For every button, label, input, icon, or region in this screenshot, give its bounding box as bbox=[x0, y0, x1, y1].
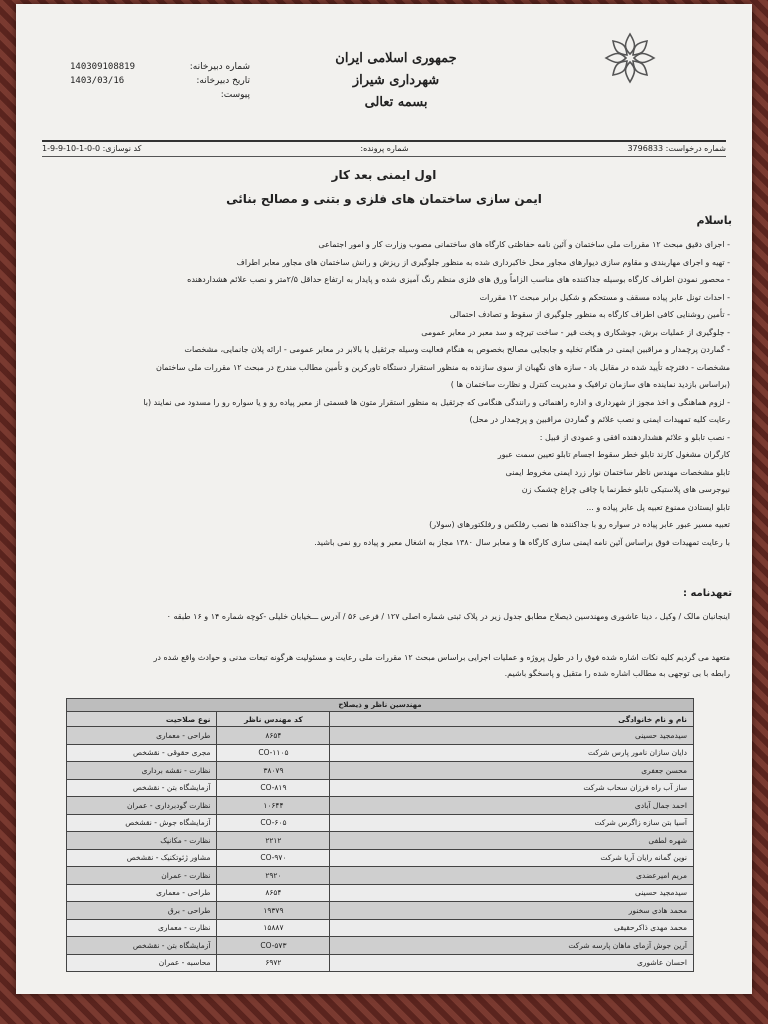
code-cell: CO-۶۰۵ bbox=[217, 814, 330, 832]
code-cell: ۸۶۵۴ bbox=[217, 727, 330, 745]
qualification-cell: طراحی - معماری bbox=[67, 884, 217, 902]
code-cell: ۱۵۸۸۷ bbox=[217, 919, 330, 937]
document-title: ایمن سازی ساختمان های فلزی و بتنی و مصالح بنائی bbox=[226, 192, 542, 206]
name-cell: احمد جمال آبادی bbox=[330, 797, 694, 815]
table-row bbox=[67, 902, 694, 920]
code-cell: ۱۹۳۷۹ bbox=[217, 902, 330, 920]
body-line: تعبیه مسیر عبور عابر پیاده در سواره رو با جداکننده ها نصب رفلکس و رفلکتورهای (سولار) bbox=[429, 520, 730, 529]
table-row bbox=[67, 779, 694, 797]
body-line: - نصب تابلو و علائم هشداردهنده افقی و عمودی از قبیل : bbox=[539, 432, 730, 442]
code-cell: ۶۹۷۲ bbox=[217, 954, 330, 972]
organization-name: شهرداری شیراز bbox=[352, 73, 440, 88]
header-divider bbox=[42, 140, 726, 142]
body-line: تابلو ایستادن ممنوع تعبیه پل عابر پیاده و ... bbox=[586, 502, 730, 512]
build-code: 1-9-9-10-1-0-0 bbox=[42, 144, 101, 153]
table-row bbox=[67, 797, 694, 815]
request-no: 3796833 bbox=[627, 144, 664, 153]
column-header: کد مهندس ناظر bbox=[217, 712, 330, 727]
letterhead bbox=[286, 48, 506, 114]
qualification-cell: نظارت - مکانیک bbox=[67, 832, 217, 850]
column-header: نوع صلاحیت bbox=[67, 712, 217, 727]
name-cell: شهره لطفی bbox=[330, 832, 694, 850]
table-row bbox=[67, 832, 694, 850]
code-cell: CO-۸۱۹ bbox=[217, 779, 330, 797]
request-no-label: شماره درخواست: bbox=[665, 144, 726, 153]
secretariat-no-label: شماره دبیرخانه: bbox=[189, 62, 250, 72]
code-cell: ۲۲۱۲ bbox=[217, 832, 330, 850]
body-line: نیوجرسی های پلاستیکی تابلو خطرنما یا چاقی چراغ چشمک زن bbox=[521, 485, 730, 494]
table-row bbox=[67, 867, 694, 885]
body-line: - تهیه و اجرای مهاربندی و مقاوم سازی دیوارهای مجاور محل خاکبرداری شده به منظور جلوگیری از ریزش و رانش ساختمان های مجاور معابر اطراف bbox=[236, 257, 730, 267]
qualification-cell: نظارت - عمران bbox=[67, 867, 217, 885]
build-code-label: کد نوسازی: bbox=[102, 144, 142, 153]
body-line: کارگران مشغول کارند تابلو خطر سقوط اجسام تابلو تعیین سمت عبور bbox=[497, 450, 730, 459]
body-line: - محصور نمودن اطراف کارگاه بوسیله جداکننده های مناسب الزاماً ورق های فلزی منظم رنگ آمیزی شده و پایدار به ارتفاع حداقل ۲/۵متر و نصب علائم هشداردهنده bbox=[187, 275, 730, 284]
file-no-label: شماره پرونده: bbox=[360, 144, 409, 153]
table-row bbox=[67, 849, 694, 867]
commitment-line: رابطه با بی توجهی به مطالب اشاره شده را متقبل و پاسخگو باشیم. bbox=[504, 669, 730, 678]
secretariat-date: 1403/03/16 bbox=[70, 76, 125, 86]
body-line: - تأمین روشنایی کافی اطراف کارگاه به منظور جلوگیری از سقوط و تصادف احتمالی bbox=[449, 310, 730, 319]
table-row bbox=[67, 762, 694, 780]
name-cell: محمد هادی سخنور bbox=[330, 902, 694, 920]
qualification-cell: آزمایشگاه بتن - نقشخص bbox=[67, 937, 217, 955]
slogan-title: اول ایمنی بعد کار bbox=[331, 168, 437, 182]
qualification-cell: طراحی - معماری bbox=[67, 727, 217, 745]
country-name: جمهوری اسلامی ایران bbox=[335, 51, 457, 66]
shiraz-municipality-logo-icon bbox=[602, 30, 658, 86]
commitment-line: متعهد می گردیم کلیه نکات اشاره شده فوق را در طول پروژه و عملیات اجرایی براساس مبحث ۱۲ مقررات ملی رعایت و مسئولیت هرگونه تبعات مدنی و حوادث واقع شده در bbox=[153, 653, 730, 662]
secretariat-date-label: تاریخ دبیرخانه: bbox=[196, 76, 250, 86]
name-cell: آسیا بتن سازه زاگرس شرکت bbox=[330, 814, 694, 832]
qualification-cell: نظارت - معماری bbox=[67, 919, 217, 937]
greeting: باسلام bbox=[696, 214, 732, 227]
code-cell: CO-۵۷۳ bbox=[217, 937, 330, 955]
body-line: - گماردن پرچمدار و مراقبین ایمنی در هنگام تخلیه و جابجایی مصالح بخصوص به هنگام فعالیت وسیله جرثقیل یا بالابر در معابر عمومی - ارائه پلان جانمایی، مشخصات bbox=[184, 345, 730, 354]
table-row bbox=[67, 884, 694, 902]
qualification-cell: نظارت گودبرداری - عمران bbox=[67, 797, 217, 815]
name-cell: سیدمجید حسینی bbox=[330, 884, 694, 902]
code-cell: CO-۹۷۰ bbox=[217, 849, 330, 867]
name-cell: محمد مهدی ذاکرحقیقی bbox=[330, 919, 694, 937]
name-cell: دایان سازان نامور پارس شرکت bbox=[330, 744, 694, 762]
table-row bbox=[67, 814, 694, 832]
qualification-cell: محاسبه - عمران bbox=[67, 954, 217, 972]
reference-divider bbox=[42, 156, 726, 157]
code-cell: ۱۰۶۴۴ bbox=[217, 797, 330, 815]
secretariat-info bbox=[70, 60, 250, 102]
secretariat-no: 140309108819 bbox=[70, 62, 136, 72]
qualification-cell: طراحی - برق bbox=[67, 902, 217, 920]
body-line: - لزوم هماهنگی و اخذ مجوز از شهرداری و اداره راهنمائی و رانندگی هنگامی که جرثقیل به منظور استقرار متون ها قسمتی از معبر پیاده رو و یا سواره رو را مسدود می نمایند (با bbox=[143, 397, 730, 407]
name-cell: ساز آب راه فرزان سحاب شرکت bbox=[330, 779, 694, 797]
table-row bbox=[67, 744, 694, 762]
engineers-table bbox=[66, 698, 694, 972]
body-line: - جلوگیری از عملیات برش، جوشکاری و پخت قیر - ساخت تیرچه و سد معبر در معابر عمومی bbox=[421, 327, 730, 337]
body-line: (براساس بازدید نماینده های سازمان ترافیک و مدیریت کنترل و نظارت ساختمان ها ) bbox=[450, 380, 730, 389]
qualification-cell: مشاور ژئوتکنیک - نقشخص bbox=[67, 849, 217, 867]
safety-requirements bbox=[40, 236, 730, 551]
name-cell: سیدمجید حسینی bbox=[330, 727, 694, 745]
table-row bbox=[67, 937, 694, 955]
body-line: تابلو مشخصات مهندس ناظر ساختمان نوار زرد ایمنی مخروط ایمنی bbox=[505, 467, 730, 477]
name-cell: احسان عاشوری bbox=[330, 954, 694, 972]
letter-page bbox=[16, 4, 752, 994]
table-row bbox=[67, 919, 694, 937]
column-header: نام و نام خانوادگی bbox=[330, 712, 694, 727]
attachment-label: پیوست: bbox=[220, 90, 250, 100]
table-row bbox=[67, 954, 694, 972]
body-line: با رعایت تمهیدات فوق براساس آئین نامه ایمنی سازی کارگاه ها و معابر سال ۱۳۸۰ مجاز به اشغال معبر و پیاده رو نمی باشید. bbox=[314, 537, 730, 547]
qualification-cell: آزمایشگاه بتن - نقشخص bbox=[67, 779, 217, 797]
table-row bbox=[67, 727, 694, 745]
qualification-cell: مجری حقوقی - نقشخص bbox=[67, 744, 217, 762]
basmala: بسمه تعالی bbox=[364, 95, 428, 110]
reference-line bbox=[42, 144, 726, 153]
name-cell: نوین گمانه رایان آریا شرکت bbox=[330, 849, 694, 867]
name-cell: محسن جعفری bbox=[330, 762, 694, 780]
commitment-text bbox=[40, 650, 730, 682]
table-caption: مهندسین ناظر و ذیصلاح bbox=[67, 699, 694, 712]
commitment-line: اینجانبان مالک / وکیل ، دینا عاشوری ومهندسین ذیصلاح مطابق جدول زیر در پلاک ثبتی شماره اصلی ۱۲۷ / فرعی ۵۶ / آدرس ـــخیابان خلیلی -کوچه شماره ۱۴ و ۱۶ طبقه ۰ bbox=[166, 612, 730, 621]
qualification-cell: نظارت - نقشه برداری bbox=[67, 762, 217, 780]
body-line: رعایت کلیه تمهیدات ایمنی و نصب علائم و گماردن مراقبین و پرچمدار در محل) bbox=[469, 415, 730, 424]
commitment-heading: تعهدنامه : bbox=[682, 588, 732, 599]
name-cell: آرین جوش آزمای ماهان پارسه شرکت bbox=[330, 937, 694, 955]
body-line: - اجرای دقیق مبحث ۱۲ مقررات ملی ساختمان و آئین نامه حفاظتی کارگاه های ساختمانی مصوب وزارت کار و امور اجتماعی bbox=[318, 240, 730, 249]
code-cell: ۲۹۲۰ bbox=[217, 867, 330, 885]
body-line: مشخصات - دفترچه تأیید شده در مقابل باد - سازه های نگهبان از سوی سازنده به منظور استقرار دستگاه تاورکرین و تأمین مطالب مندرج در مبحث ۱۲ مقررات ملی ساختمان bbox=[155, 362, 730, 372]
code-cell: ۸۶۵۴ bbox=[217, 884, 330, 902]
body-line: - احداث تونل عابر پیاده مسقف و مستحکم و شکیل برابر مبحث ۱۲ مقررات bbox=[479, 292, 730, 302]
code-cell: ۳۸۰۷۹ bbox=[217, 762, 330, 780]
code-cell: CO-۱۱۰۵ bbox=[217, 744, 330, 762]
qualification-cell: آزمایشگاه جوش - نقشخص bbox=[67, 814, 217, 832]
name-cell: مریم امیرعضدی bbox=[330, 867, 694, 885]
